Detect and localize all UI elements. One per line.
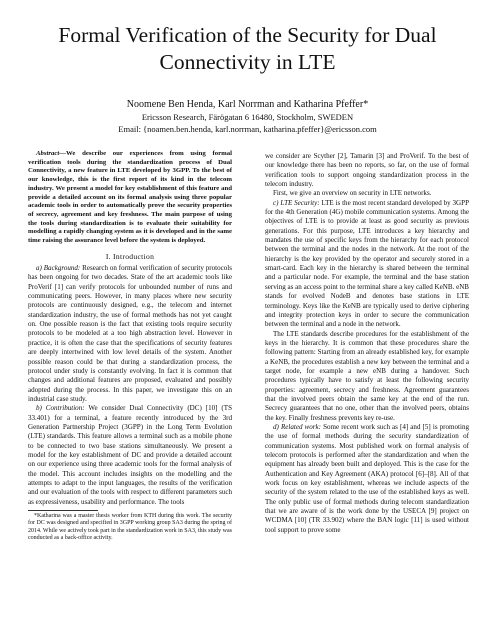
background-label: a) Background:	[36, 264, 81, 273]
paragraph-lte-procedures: The LTE standards describe procedures for the establishment of the keys in the hierarchy. It is common that these procedures share the following pattern: Starting from an already established key, for example a KeNB, the procedures establish a new key between the terminal and a target node, for example a new eNB during a handover. Such procedures typically have to satisfy at least the following security properties: agreement, secrecy and freshness. Agreement guarantees that the involved peers obtain the same key at the end of the run. Secrecy guarantees that no one, other than the involved peers, obtains the key. Finally freshness prevents key re-use.	[265, 329, 469, 422]
paragraph-overview: First, we give an overview on security in LTE networks.	[273, 189, 432, 198]
lte-text: LTE is the most recent standard developed by 3GPP for the 4th Generation (4G) mobile communication systems. Among the objectives of LTE is to provide at least as good security as previous generations. For this purpose, LTE introduces a key hierarchy and mandates the use of specific keys from the hierarchy for each protocol between the terminal and the nodes in the network. At the root of the hierarchy is the key provided by the operator and securely stored in a smart-card. Each key in the hierarchy is shared between the terminal and a particular node. For example, the terminal and the base station serving as an access point to the terminal share a key called KeNB. eNB stands for evolved NodeB and denotes base stations in LTE terminology. Keys like the KeNB are typically used to derive ciphering and integrity protection keys in order to secure the communication between the terminal and a node in the network.	[265, 198, 469, 329]
abstract-text: —We describe our experiences from using formal verification tools during the standardization process of Dual Connectivity, a new feature in LTE developed by 3GPP. To the best of our knowledge, this is the first report of its kind in the telecom industry. We present a model for key establishment of this feature and provide a detailed account on its formal analysis using three popular academic tools in order to automatically prove the security properties of secrecy, agreement and key freshness. The main purpose of using the tools during standardization is to evaluate their suitability for modelling a rapidly changing system as it is developed and in the same time raising the assurance level before the system is deployed.	[28, 150, 232, 245]
affiliation: Ericsson Research, Färögatan 6 16480, Stockholm, SWEDEN	[141, 112, 354, 122]
contribution-text: We consider Dual Connectivity (DC) [10] (TS 33.401) for a terminal, a feature recently introduced by the 3rd Generation Partnership Project (3GPP) in the Long Term Evolution (LTE) standards. This feature allows a terminal such as a mobile phone to be connected to two base stations simultaneously. We present a model for the key establishment of DC and provide a detailed account on our experience using three academic tools for the formal analysis of the model. This account includes insights on the modelling and the attempts to adapt to the input languages, the results of the verification and our evaluation of the tools with respect to different parameters such as expressiveness, usability and performance. The tools	[28, 404, 232, 506]
paragraph-tools: we consider are Scyther [2], Tamarin [3] and ProVerif. To the best of our knowledge there has been no reports, so far, on the use of formal verification tools to support ongoing standardization process in the telecom industry.	[265, 152, 469, 189]
abstract-lead: Abstract	[36, 150, 60, 157]
lte-label: c) LTE Security:	[273, 198, 320, 207]
footnote-rule	[28, 510, 98, 511]
abstract	[28, 150, 232, 246]
paragraph-lte-security	[265, 199, 469, 330]
author-email: Email: {noamen.ben.henda, karl.norrman, katharina.pfeffer}@ericsson.com	[118, 124, 377, 134]
contribution-label: b) Contribution:	[36, 404, 85, 413]
right-column	[265, 152, 469, 535]
paragraph-related-work	[265, 423, 469, 535]
related-label: d) Related work:	[273, 422, 321, 431]
author-list: Noomene Ben Henda, Karl Norrman and Katharina Pfeffer*	[126, 99, 369, 110]
section-heading-introduction: I. Introduction	[105, 251, 155, 261]
left-column	[28, 150, 232, 543]
footnote: *Katharina was a master thesis worker from KTH during this work. The security for DC was designed and specified in 3GPP working group SA3 during the spring of 2014. While we actively took part in the standardization work in SA3, this study was conducted as a back-office activity.	[28, 513, 232, 542]
paper-title: Formal Verification of the Security for Dual Connectivity in LTE	[58, 23, 437, 74]
background-text: Research on formal verification of security protocols has been ongoing for two decades. State of the art academic tools like ProVerif [1] can verify protocols for unbounded number of runs and communicating peers. However, in many places where new security protocols are continuously designed, e.g., the telecom and internet standardization industry, the use of formal methods has not yet caught on. One possible reason is the fact that existing tools require security protocols to be modeled at a too high abstraction level. However in practice, it is often the case that the specifications of security features are deeply intertwined with low level details of the system. Another possible reason could be that during a standardization process, the protocol under study is constantly evolving. In fact it is common that changes and additional features are proposed, evaluated and possibly adopted during the process. In this paper, we investigate this on an industrial case study.	[28, 264, 232, 403]
paragraph-contribution	[28, 404, 232, 507]
related-text: Some recent work such as [4] and [5] is promoting the use of formal methods during the security standardization of communication systems. Most published work on formal analysis of telecom protocols is performed after the standardization and when the equipment has already been built and deployed. This is the case for the Authentication and Key Agreement (AKA) protocol [6]–[8]. All of that work focus on key establishment, whereas we include aspects of the security of the system related to the use of the established keys as well. The only public use of formal methods during telecom standardization that we are aware of is the work done by the USECA [9] project on WCDMA [10] (TR 33.902) where the BAN logic [11] is used without tool support to prove some	[265, 422, 469, 534]
paragraph-background	[28, 264, 232, 404]
